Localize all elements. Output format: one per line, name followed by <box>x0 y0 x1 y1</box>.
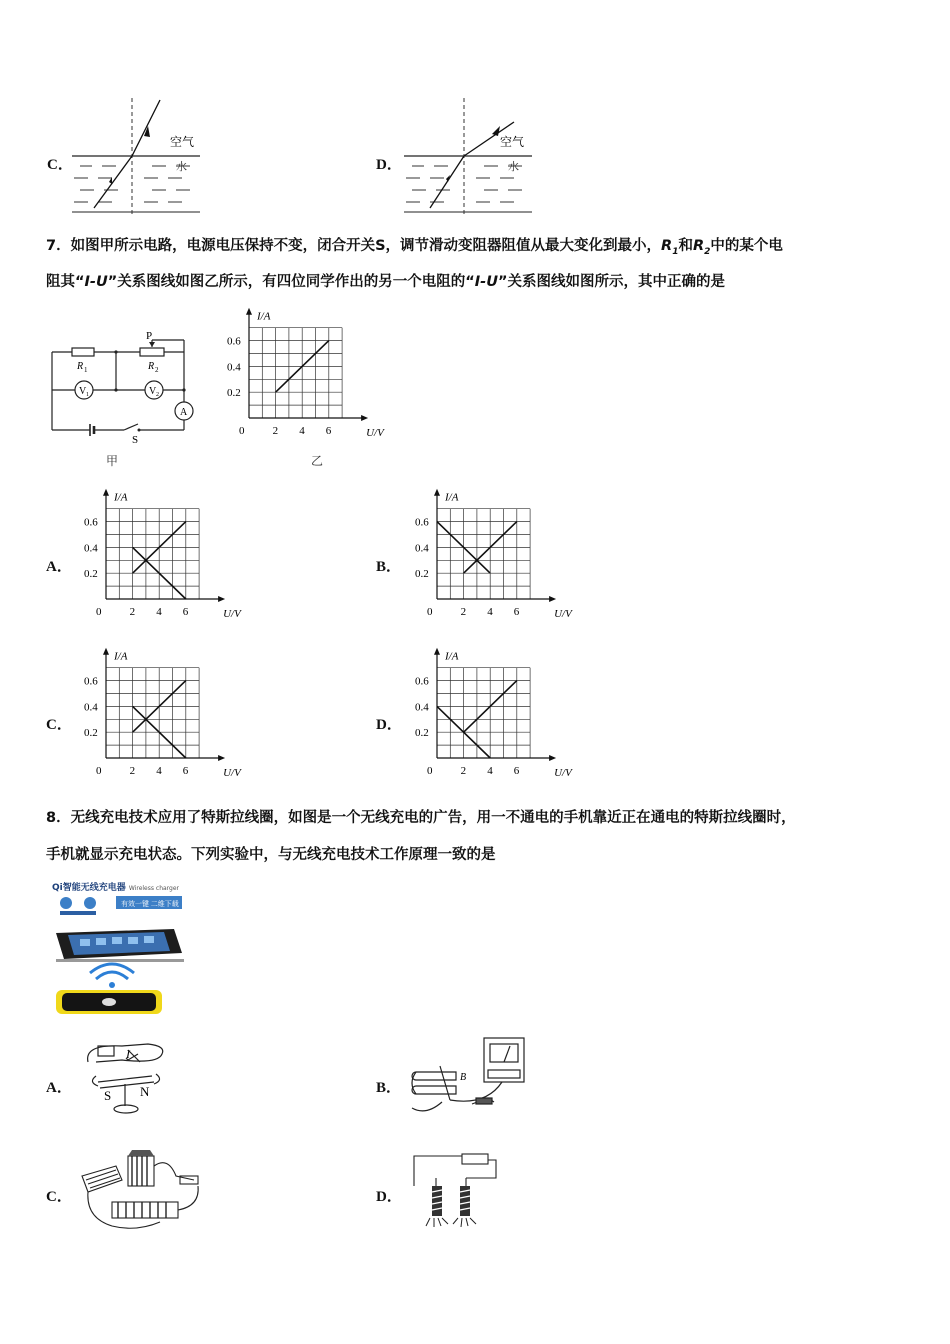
circuit-r2-label: R <box>148 361 155 372</box>
q7-option-a-label[interactable]: A． <box>46 559 72 575</box>
q7-r1-sub: 1 <box>672 246 679 257</box>
x-tick-label: 2 <box>129 765 136 777</box>
q7-text-b: 中的某个电 <box>710 238 783 254</box>
q8-option-d-label[interactable]: D． <box>376 1189 402 1205</box>
circuit-r1-label: R <box>77 361 84 372</box>
q7-r2-sub: 2 <box>704 246 711 257</box>
y-axis-label: I/A <box>445 650 459 663</box>
x-tick-label: 4 <box>156 606 162 618</box>
q7-iu-2: I-U <box>474 274 498 290</box>
y-tick-label: 0.4 <box>84 542 98 555</box>
question-7-line-2 <box>46 264 926 300</box>
water-label-c: 水 <box>176 161 187 173</box>
x-tick-label: 0 <box>427 765 433 777</box>
x-tick-label: 6 <box>513 606 520 618</box>
x-tick-label: 4 <box>299 425 305 437</box>
circuit-a-label: A <box>180 407 188 418</box>
x-tick-label: 2 <box>460 606 467 618</box>
x-axis-label: U/V <box>223 767 241 778</box>
ad-button-text: 有效一键 二维下载 <box>121 900 179 908</box>
y-tick-label: 0.6 <box>227 335 241 348</box>
x-axis-arrow <box>549 755 556 761</box>
y-tick-label: 0.2 <box>415 727 429 740</box>
q7-iu-1: I-U <box>84 274 108 290</box>
x-axis-label: U/V <box>223 608 241 619</box>
x-tick-label: 0 <box>427 606 433 618</box>
circuit-v2-label: V <box>149 386 157 397</box>
x-tick-label: 6 <box>182 606 189 618</box>
figure-yi-caption: 乙 <box>311 454 324 468</box>
q7-text-a: 7．如图甲所示电路，电源电压保持不变，闭合开关S，调节滑动变阻器阻值从最大变化到最小， <box>46 238 662 254</box>
y-axis-label: I/A <box>114 650 128 663</box>
y-tick-label: 0.2 <box>84 568 98 581</box>
wireless-charger-ad <box>52 880 192 1012</box>
x-tick-label: 0 <box>96 765 102 777</box>
refraction-figure-d <box>404 98 534 216</box>
circuit-v1-sub: 1 <box>86 392 89 398</box>
graph-option-a[interactable] <box>82 487 242 619</box>
y-tick-label: 0.6 <box>84 516 98 529</box>
ad-round-icon-1 <box>60 897 72 909</box>
ad-artwork <box>52 893 192 1015</box>
x-axis-arrow <box>361 415 368 421</box>
circuit-v1-label: V <box>79 386 87 397</box>
y-tick-label: 0.6 <box>415 516 429 529</box>
question-8-line-2: 手机就显示充电状态。下列实验中，与无线充电技术工作原理一致的是 <box>46 847 496 863</box>
ad-round-icon-2 <box>84 897 96 909</box>
y-tick-label: 0.4 <box>84 701 98 714</box>
circuit-r1-sub: 1 <box>84 366 88 374</box>
graph-option-d[interactable] <box>413 646 573 778</box>
x-tick-label: 4 <box>487 606 493 618</box>
y-tick-label: 0.2 <box>415 568 429 581</box>
x-axis-arrow <box>549 596 556 602</box>
x-axis-label: U/V <box>366 427 384 438</box>
wifi-icon <box>109 982 115 988</box>
x-tick-label: 6 <box>325 425 332 437</box>
q8-a-n-label: N <box>140 1084 150 1099</box>
x-tick-label: 2 <box>272 425 279 437</box>
q8-a-s-label: S <box>104 1088 112 1103</box>
q8-figure-b-induction <box>406 1036 530 1120</box>
q7-and: 和 <box>678 238 693 254</box>
circuit-s-label: S <box>132 434 139 446</box>
option-d-label[interactable]: D． <box>376 157 402 173</box>
q7-text-c: 阻其“ <box>46 274 85 290</box>
q8-option-b-label[interactable]: B． <box>376 1080 402 1096</box>
y-axis-arrow <box>434 489 440 496</box>
y-axis-label: I/A <box>445 491 459 504</box>
x-tick-label: 2 <box>460 765 467 777</box>
x-tick-label: 0 <box>239 425 245 437</box>
x-axis-label: U/V <box>554 767 572 778</box>
y-axis-arrow <box>103 489 109 496</box>
circuit-p-label: P <box>146 330 153 342</box>
ad-title: Qi智能无线充电器 <box>52 883 126 893</box>
q7-r2: R <box>692 238 705 254</box>
q8-option-c-label[interactable]: C． <box>46 1189 72 1205</box>
q8-option-a-label[interactable]: A． <box>46 1080 72 1096</box>
y-tick-label: 0.4 <box>415 701 429 714</box>
graph-option-c[interactable] <box>82 646 242 778</box>
q7-option-c-label[interactable]: C． <box>46 717 72 733</box>
circuit-v2-sub: 2 <box>156 392 159 398</box>
q7-text-d: ”关系图线如图乙所示，有四位同学作出的另一个电阻的“ <box>107 274 475 290</box>
x-axis-label: U/V <box>554 608 572 619</box>
x-tick-label: 0 <box>96 606 102 618</box>
q8-b-field-label: B <box>460 1072 467 1083</box>
y-axis-arrow <box>103 648 109 655</box>
q7-r1: R <box>661 238 673 254</box>
refraction-figure-c <box>72 98 202 216</box>
q8-figure-d-electromagnets <box>406 1148 502 1232</box>
y-tick-label: 0.6 <box>415 675 429 688</box>
x-tick-label: 6 <box>513 765 520 777</box>
ad-subtitle: Wireless charger <box>128 885 180 892</box>
y-axis-label: I/A <box>257 310 271 323</box>
question-8-line-1: 8．无线充电技术应用了特斯拉线圈，如图是一个无线充电的广告，用一不通电的手机靠近正在通电的特斯拉线圈时， <box>46 810 796 826</box>
q8-figure-a-oersted <box>78 1036 178 1122</box>
y-axis-arrow <box>434 648 440 655</box>
figure-jia-caption: 甲 <box>106 454 119 468</box>
x-tick-label: 2 <box>129 606 136 618</box>
x-tick-label: 4 <box>156 765 162 777</box>
x-axis-arrow <box>218 755 225 761</box>
q8-figure-c-electromagnet <box>76 1146 208 1234</box>
y-tick-label: 0.2 <box>84 727 98 740</box>
q7-option-d-label[interactable]: D． <box>376 717 402 733</box>
y-tick-label: 0.6 <box>84 675 98 688</box>
x-axis-arrow <box>218 596 225 602</box>
circuit-diagram <box>44 328 204 448</box>
y-axis-label: I/A <box>114 491 128 504</box>
graph-option-b[interactable] <box>413 487 573 619</box>
y-tick-label: 0.2 <box>227 387 241 400</box>
option-c-label[interactable]: C． <box>47 157 73 173</box>
air-label-d: 空气 <box>500 135 525 149</box>
y-tick-label: 0.4 <box>415 542 429 555</box>
y-tick-label: 0.4 <box>227 361 241 374</box>
circuit-r2-sub: 2 <box>155 366 159 374</box>
air-label-c: 空气 <box>170 135 195 149</box>
water-label-d: 水 <box>508 161 519 173</box>
q8-a-i-label: I <box>126 1047 130 1061</box>
x-tick-label: 6 <box>182 765 189 777</box>
q7-option-b-label[interactable]: B． <box>376 559 402 575</box>
graph-yi <box>225 306 385 438</box>
q7-text-e: ”关系图线如图所示，其中正确的是 <box>497 274 725 290</box>
x-tick-label: 4 <box>487 765 493 777</box>
y-axis-arrow <box>246 308 252 315</box>
